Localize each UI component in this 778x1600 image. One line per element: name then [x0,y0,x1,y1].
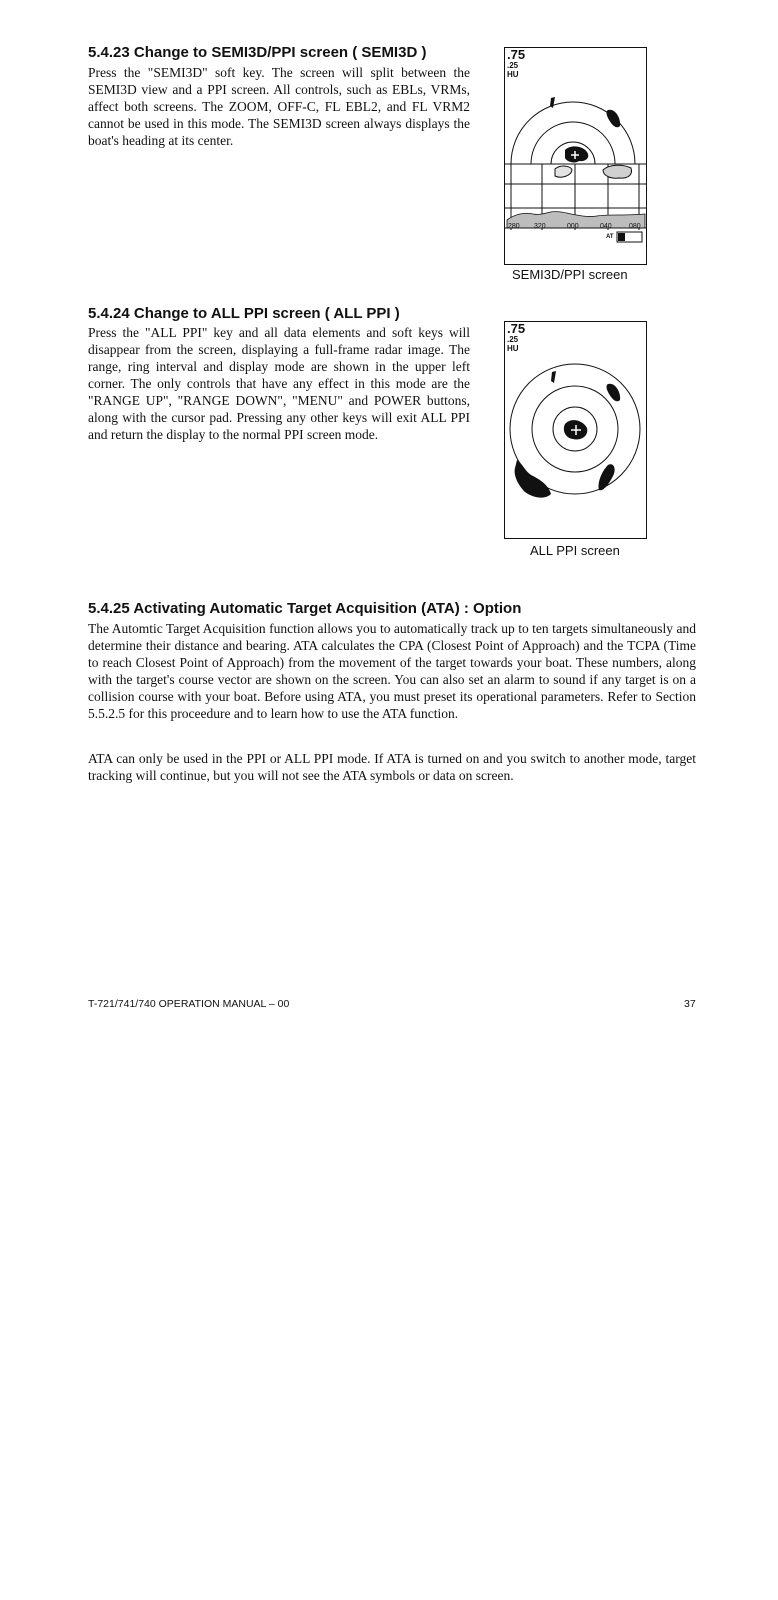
section-heading-semi3d: 5.4.23 Change to SEMI3D/PPI screen ( SEMI3D ) [88,44,427,61]
target-echo [598,464,614,490]
bearing-tick-label: 000 [567,223,579,230]
section-body-ata-1: The Automtic Target Acquisition function allows you to automatically track up to ten targets simultaneously and determine their distance and bearing. ATA calculates the CPA (Closest Point of Approach) and the TCPA (Time to reach Closest Point of Approach) from the movement of the target towards your boat. These numbers, along with the target's course vector are shown on the screen. You can also set an alarm to sound if any target is on a collision course with your boat. Before using ATA, you must preset its operational parameters. Refer to Section 5.5.2.5 for this proceedure and to learn how to use the ATA function. [88,621,696,721]
display-mode-readout: HU [507,344,519,353]
bearing-tick-label: 280 [508,223,520,230]
bearing-tick-label: 320 [534,223,546,230]
range-readout: .75 [507,321,526,336]
section-heading-all-ppi: 5.4.24 Change to ALL PPI screen ( ALL PPI ) [88,305,400,322]
footer-page-number: 37 [684,998,696,1010]
target-echo [550,97,555,108]
ring-interval-readout: .25 [507,61,519,70]
land-echo [515,460,551,498]
bearing-tick-label: 080 [629,223,641,230]
ata-indicator-label: AT [606,234,614,240]
all-ppi-radar-graphic [505,322,646,538]
target-echo [607,110,621,128]
figure-caption-semi3d: SEMI3D/PPI screen [512,267,628,282]
section-body-ata-2: ATA can only be used in the PPI or ALL PPI mode. If ATA is turned on and you switch to another mode, target tracking will continue, but you will not see the ATA symbols or data on screen. [88,751,696,783]
target-echo [551,371,556,383]
target-echo [607,384,621,402]
range-readout: .75 [507,47,526,62]
all-ppi-screen-figure [504,321,647,539]
section-body-semi3d: Press the "SEMI3D" soft key. The screen will split between the SEMI3D view and a PPI screen. All controls, such as EBLs, VRMs, affect both screens. The ZOOM, OFF-C, FL EBL2, and FL VRM2 cannot be used in this mode. The SEMI3D screen always displays the boat's heading at its center. [88,65,470,148]
footer-manual-title: T-721/741/740 OPERATION MANUAL – 00 [88,998,290,1010]
display-mode-readout: HU [507,70,519,79]
section-body-all-ppi: Press the "ALL PPI" key and all data elements and soft keys will disappear from the screen, displaying a full-frame radar image. The range, ring interval and display mode are shown in the upper left corner. The only controls that have any effect in this mode are the "RANGE UP", "RANGE DOWN", "MENU" and POWER buttons, along with the cursor pad. Pressing any other keys will exit ALL PPI and return the display to the normal PPI screen mode. [88,325,470,442]
figure-caption-all-ppi: ALL PPI screen [530,543,620,558]
bearing-tick-label: 040 [600,223,612,230]
semi3d-radar-graphic [505,48,646,264]
semi3d-ppi-screen-figure [504,47,647,265]
section-heading-ata: 5.4.25 Activating Automatic Target Acquisition (ATA) : Option [88,600,522,617]
ring-interval-readout: .25 [507,335,519,344]
